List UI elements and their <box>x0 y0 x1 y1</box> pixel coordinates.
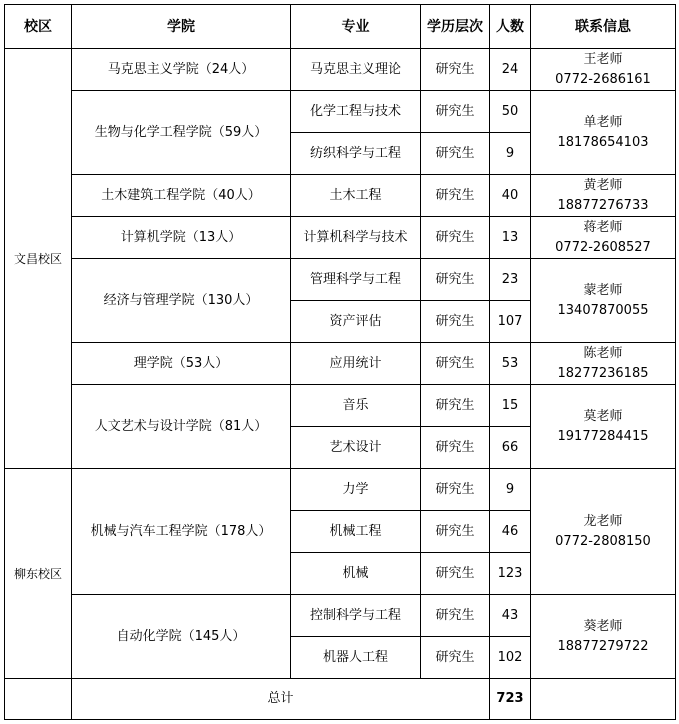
level-cell: 研究生 <box>421 637 490 679</box>
contact-long <box>531 469 676 595</box>
header-count: 人数 <box>490 5 531 49</box>
table-row <box>5 385 676 427</box>
level-cell: 研究生 <box>421 427 490 469</box>
contact-name: 蒋老师 <box>583 219 623 235</box>
count-cell: 9 <box>490 469 531 511</box>
table-row <box>5 91 676 133</box>
contact-kui <box>531 595 676 679</box>
college-mechanical: 机械与汽车工程学院（178人） <box>72 469 291 595</box>
count-cell: 23 <box>490 259 531 301</box>
level-cell: 研究生 <box>421 343 490 385</box>
count-cell: 123 <box>490 553 531 595</box>
level-cell: 研究生 <box>421 259 490 301</box>
campus-liudong: 柳东校区 <box>5 469 72 679</box>
contact-name: 莫老师 <box>583 408 623 424</box>
major-cell: 机器人工程 <box>291 637 421 679</box>
major-cell: 纺织科学与工程 <box>291 133 421 175</box>
level-cell: 研究生 <box>421 385 490 427</box>
contact-phone: 0772-2608527 <box>555 239 651 255</box>
total-contact-empty <box>531 679 676 720</box>
contact-phone: 18178654103 <box>557 134 649 150</box>
major-cell: 力学 <box>291 469 421 511</box>
count-cell: 24 <box>490 49 531 91</box>
level-cell: 研究生 <box>421 175 490 217</box>
major-cell: 马克思主义理论 <box>291 49 421 91</box>
major-cell: 机械工程 <box>291 511 421 553</box>
major-cell: 资产评估 <box>291 301 421 343</box>
table-row <box>5 343 676 385</box>
total-label: 总计 <box>72 679 490 720</box>
total-value: 723 <box>490 679 531 720</box>
contact-name: 黄老师 <box>583 177 623 193</box>
count-cell: 107 <box>490 301 531 343</box>
campus-wenchang: 文昌校区 <box>5 49 72 469</box>
college-biochem: 生物与化学工程学院（59人） <box>72 91 291 175</box>
contact-name: 龙老师 <box>583 513 623 529</box>
header-contact: 联系信息 <box>531 5 676 49</box>
major-cell: 音乐 <box>291 385 421 427</box>
major-cell: 艺术设计 <box>291 427 421 469</box>
header-campus: 校区 <box>5 5 72 49</box>
contact-meng <box>531 259 676 343</box>
table-row <box>5 259 676 301</box>
total-row <box>5 679 676 720</box>
count-cell: 50 <box>490 91 531 133</box>
table-row <box>5 175 676 217</box>
college-economics: 经济与管理学院（130人） <box>72 259 291 343</box>
major-cell: 化学工程与技术 <box>291 91 421 133</box>
major-cell: 计算机科学与技术 <box>291 217 421 259</box>
level-cell: 研究生 <box>421 511 490 553</box>
level-cell: 研究生 <box>421 301 490 343</box>
count-cell: 40 <box>490 175 531 217</box>
count-cell: 66 <box>490 427 531 469</box>
major-cell: 机械 <box>291 553 421 595</box>
college-civil: 土木建筑工程学院（40人） <box>72 175 291 217</box>
contact-phone: 19177284415 <box>557 428 649 444</box>
contact-name: 葵老师 <box>583 618 623 634</box>
contact-phone: 18277236185 <box>557 365 649 381</box>
college-computer: 计算机学院（13人） <box>72 217 291 259</box>
major-cell: 应用统计 <box>291 343 421 385</box>
contact-phone: 18877279722 <box>557 638 649 654</box>
contact-phone: 0772-2808150 <box>555 533 651 549</box>
table-row <box>5 217 676 259</box>
table-row <box>5 595 676 637</box>
admission-table <box>4 4 676 720</box>
college-marxism: 马克思主义学院（24人） <box>72 49 291 91</box>
table-row <box>5 469 676 511</box>
level-cell: 研究生 <box>421 217 490 259</box>
level-cell: 研究生 <box>421 133 490 175</box>
count-cell: 13 <box>490 217 531 259</box>
contact-phone: 13407870055 <box>557 302 649 318</box>
college-science: 理学院（53人） <box>72 343 291 385</box>
contact-jiang <box>531 217 676 259</box>
contact-huang <box>531 175 676 217</box>
major-cell: 控制科学与工程 <box>291 595 421 637</box>
contact-name: 陈老师 <box>583 345 623 361</box>
major-cell: 土木工程 <box>291 175 421 217</box>
contact-name: 单老师 <box>583 114 623 130</box>
level-cell: 研究生 <box>421 49 490 91</box>
header-college: 学院 <box>72 5 291 49</box>
contact-shan <box>531 91 676 175</box>
count-cell: 102 <box>490 637 531 679</box>
header-major: 专业 <box>291 5 421 49</box>
college-automation: 自动化学院（145人） <box>72 595 291 679</box>
header-level: 学历层次 <box>421 5 490 49</box>
count-cell: 9 <box>490 133 531 175</box>
count-cell: 53 <box>490 343 531 385</box>
count-cell: 46 <box>490 511 531 553</box>
level-cell: 研究生 <box>421 91 490 133</box>
total-campus-empty <box>5 679 72 720</box>
level-cell: 研究生 <box>421 553 490 595</box>
level-cell: 研究生 <box>421 595 490 637</box>
table-row <box>5 49 676 91</box>
contact-mo <box>531 385 676 469</box>
contact-phone: 18877276733 <box>557 197 649 213</box>
contact-phone: 0772-2686161 <box>555 71 651 87</box>
contact-name: 蒙老师 <box>583 282 623 298</box>
count-cell: 43 <box>490 595 531 637</box>
header-row <box>5 5 676 49</box>
contact-wang <box>531 49 676 91</box>
level-cell: 研究生 <box>421 469 490 511</box>
contact-chen <box>531 343 676 385</box>
count-cell: 15 <box>490 385 531 427</box>
contact-name: 王老师 <box>583 51 623 67</box>
major-cell: 管理科学与工程 <box>291 259 421 301</box>
college-arts: 人文艺术与设计学院（81人） <box>72 385 291 469</box>
